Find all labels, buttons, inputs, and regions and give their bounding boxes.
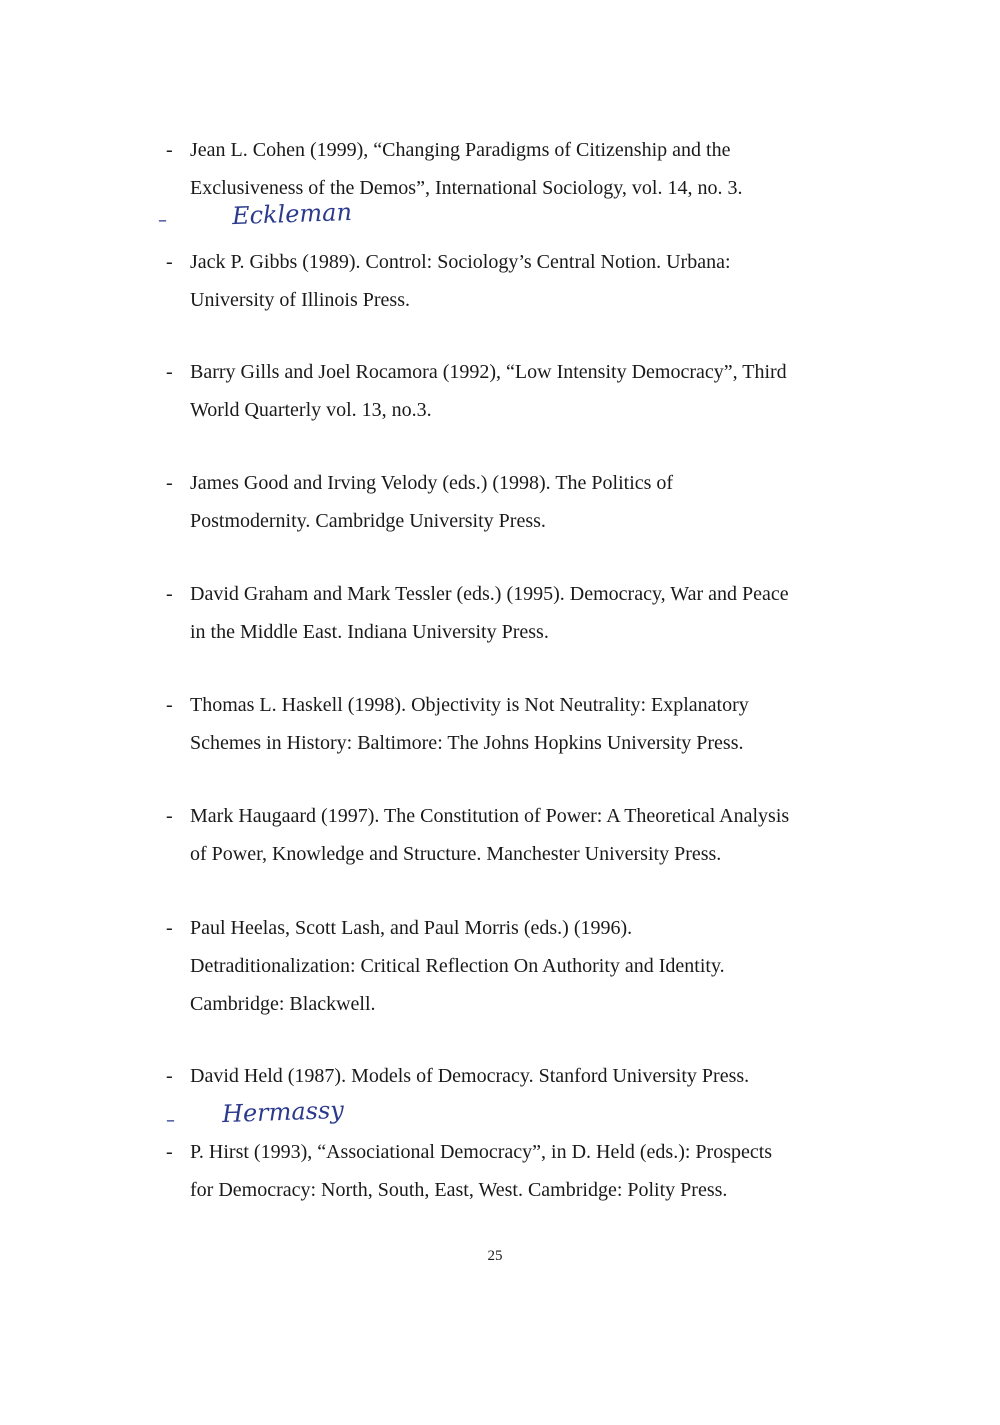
reference-line: James Good and Irving Velody (eds.) (1998). The Politics of: [190, 472, 674, 494]
reference-line: World Quarterly vol. 13, no.3.: [190, 399, 432, 421]
handwritten-dash: –: [166, 1110, 175, 1131]
reference-line: Postmodernity. Cambridge University Press.: [190, 510, 546, 532]
handwritten-note: Eckleman: [231, 197, 353, 231]
list-dash: -: [166, 917, 173, 939]
reference-line: Detraditionalization: Critical Reflection On Authority and Identity.: [190, 955, 725, 977]
reference-line: Exclusiveness of the Demos”, International Sociology, vol. 14, no. 3.: [190, 177, 743, 199]
list-dash: -: [166, 583, 173, 605]
reference-line: Paul Heelas, Scott Lash, and Paul Morris (eds.) (1996).: [190, 917, 633, 939]
reference-line: in the Middle East. Indiana University Press.: [190, 621, 549, 643]
reference-line: University of Illinois Press.: [190, 289, 410, 311]
reference-line: Thomas L. Haskell (1998). Objectivity is Not Neutrality: Explanatory: [190, 694, 749, 716]
reference-line: for Democracy: North, South, East, West. Cambridge: Polity Press.: [190, 1179, 728, 1201]
list-dash: -: [166, 472, 173, 494]
reference-line: Jack P. Gibbs (1989). Control: Sociology’s Central Notion. Urbana:: [190, 251, 731, 273]
list-dash: -: [166, 251, 173, 273]
list-dash: -: [166, 1065, 173, 1087]
handwritten-note: Hermassy: [221, 1095, 345, 1129]
reference-line: of Power, Knowledge and Structure. Manchester University Press.: [190, 843, 722, 865]
reference-line: Schemes in History: Baltimore: The Johns Hopkins University Press.: [190, 732, 744, 754]
handwritten-dash: –: [158, 210, 167, 231]
list-dash: -: [166, 139, 173, 161]
reference-line: P. Hirst (1993), “Associational Democracy”, in D. Held (eds.): Prospects: [190, 1141, 773, 1163]
page-number: 25: [487, 1248, 503, 1264]
list-dash: -: [166, 805, 173, 827]
reference-line: Jean L. Cohen (1999), “Changing Paradigms of Citizenship and the: [190, 139, 731, 161]
list-dash: -: [166, 361, 173, 383]
list-dash: -: [166, 1141, 173, 1163]
reference-line: David Graham and Mark Tessler (eds.) (1995). Democracy, War and Peace: [190, 583, 789, 605]
reference-line: Barry Gills and Joel Rocamora (1992), “Low Intensity Democracy”, Third: [190, 361, 787, 383]
reference-line: Mark Haugaard (1997). The Constitution of Power: A Theoretical Analysis: [190, 805, 790, 827]
reference-line: David Held (1987). Models of Democracy. Stanford University Press.: [190, 1065, 750, 1087]
reference-line: Cambridge: Blackwell.: [190, 993, 376, 1015]
list-dash: -: [166, 694, 173, 716]
